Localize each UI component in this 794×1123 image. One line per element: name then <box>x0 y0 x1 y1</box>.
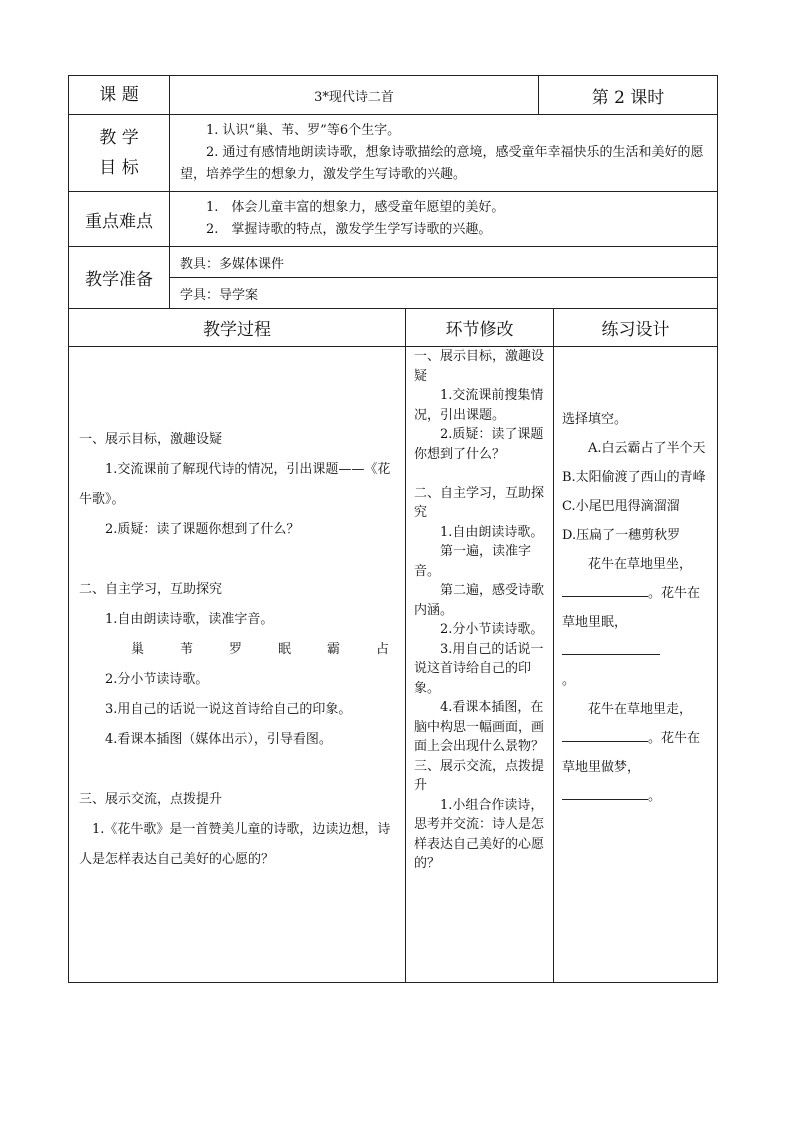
revision-item: 1.交流课前搜集情况，引出课题。 <box>414 388 544 423</box>
answer-blank[interactable] <box>562 582 648 597</box>
character: 罗 <box>229 642 243 657</box>
key-point-item: 2. 掌握诗歌的特点，激发学生学写诗歌的兴趣。 <box>206 222 492 237</box>
revision-item: 第一遍，读准字音。 <box>414 544 532 579</box>
process-section-title: 三、展示交流，点拨提升 <box>79 792 223 807</box>
exercise-options: A.白云霸占了半个天 B.太阳偷渡了西山的青峰 C.小尾巴甩得滴溜溜 D.压扁了一穗剪秋罗 <box>562 441 732 543</box>
column-header-revision: 环节修改 <box>406 309 554 347</box>
revision-item: 4.看课本插图，在脑中构思一幅画面，画面上会出现什么景物？ <box>414 700 545 754</box>
process-section-title: 一、展示目标，激趣设疑 <box>79 432 223 447</box>
objective-item: 1. 认识“巢、苇、罗”等6个生字。 <box>206 123 401 138</box>
revision-section-title: 一、展示目标，激趣设疑 <box>414 349 545 384</box>
objectives-label-line2: 目 标 <box>99 158 139 178</box>
teaching-process-table <box>68 308 732 983</box>
objectives-content <box>170 115 718 192</box>
process-item: 2.分小节读诗歌。 <box>105 672 209 687</box>
teacher-tools: 教具：多媒体课件 <box>170 247 718 278</box>
process-section-title: 二、自主学习，互助探究 <box>79 582 223 597</box>
process-item: 1.自由朗读诗歌，读准字音。 <box>105 612 274 627</box>
character: 巢 <box>131 642 145 657</box>
new-characters <box>79 635 399 665</box>
lesson-period: 第 2 课时 <box>539 76 718 115</box>
revision-item: 2.分小节读诗歌。 <box>440 622 544 637</box>
lesson-info-table <box>68 75 718 309</box>
revision-item: 2.质疑：读了课题你想到了什么？ <box>414 427 544 462</box>
exercise-question-2: 花牛在草地里走，。花牛在草地里做梦，。 <box>562 702 701 804</box>
revision-item: 3.用自己的话说一说这首诗给自己的印象。 <box>414 641 544 696</box>
topic-value: 3*现代诗二首 <box>170 76 539 115</box>
student-tools: 学具：导学案 <box>170 278 718 309</box>
exercise-intro: 选择填空。 <box>562 412 628 427</box>
objectives-label-line1: 教 学 <box>99 128 139 148</box>
character: 苇 <box>180 642 194 657</box>
objectives-label <box>69 115 170 192</box>
process-item: 1.交流课前了解现代诗的情况，引出课题——《花牛歌》。 <box>79 462 391 507</box>
character: 霸 <box>327 642 341 657</box>
process-item: 3.用自己的话说一说这首诗给自己的印象。 <box>105 702 352 717</box>
revision-section-title: 三、展示交流，点拨提升 <box>414 758 545 793</box>
answer-blank[interactable] <box>562 785 648 800</box>
process-column <box>69 347 406 983</box>
key-point-item: 1. 体会儿童丰富的想象力，感受童年愿望的美好。 <box>206 200 505 215</box>
key-points-label: 重点难点 <box>69 192 170 247</box>
process-item: 4.看课本插图（媒体出示），引导看图。 <box>105 732 332 747</box>
exercise-column <box>554 347 732 983</box>
revision-item: 1.小组合作读诗，思考并交流：诗人是怎样表达自己美好的心愿的？ <box>414 797 545 871</box>
topic-label: 课 题 <box>69 76 170 115</box>
character: 占 <box>376 642 390 657</box>
revision-column <box>406 347 554 983</box>
column-header-exercise: 练习设计 <box>554 309 718 347</box>
process-item: 2.质疑：读了课题你想到了什么？ <box>105 522 300 537</box>
objective-item: 2. 通过有感情地朗读诗歌，想象诗歌描绘的意境，感受童年幸福快乐的生活和美好的愿望，培养学生的想象力，激发学生写诗歌的兴趣。 <box>180 145 704 182</box>
preparation-label: 教学准备 <box>69 247 170 309</box>
revision-section-title: 二、自主学习，互助探究 <box>414 485 545 520</box>
key-points-content <box>170 192 718 247</box>
exercise-question-1: 花牛在草地里坐，。花牛在草地里眠， 。 <box>562 557 701 688</box>
answer-blank[interactable] <box>562 640 660 655</box>
revision-item: 第二遍，感受诗歌内涵。 <box>414 583 545 618</box>
process-item: 1.《花牛歌》是一首赞美儿童的诗歌，边读边想，诗人是怎样表达自己美好的心愿的？ <box>79 822 391 867</box>
answer-blank[interactable] <box>562 727 648 742</box>
character: 眠 <box>278 642 292 657</box>
column-header-process: 教学过程 <box>69 309 406 347</box>
revision-item: 1.自由朗读诗歌。 <box>440 524 544 540</box>
